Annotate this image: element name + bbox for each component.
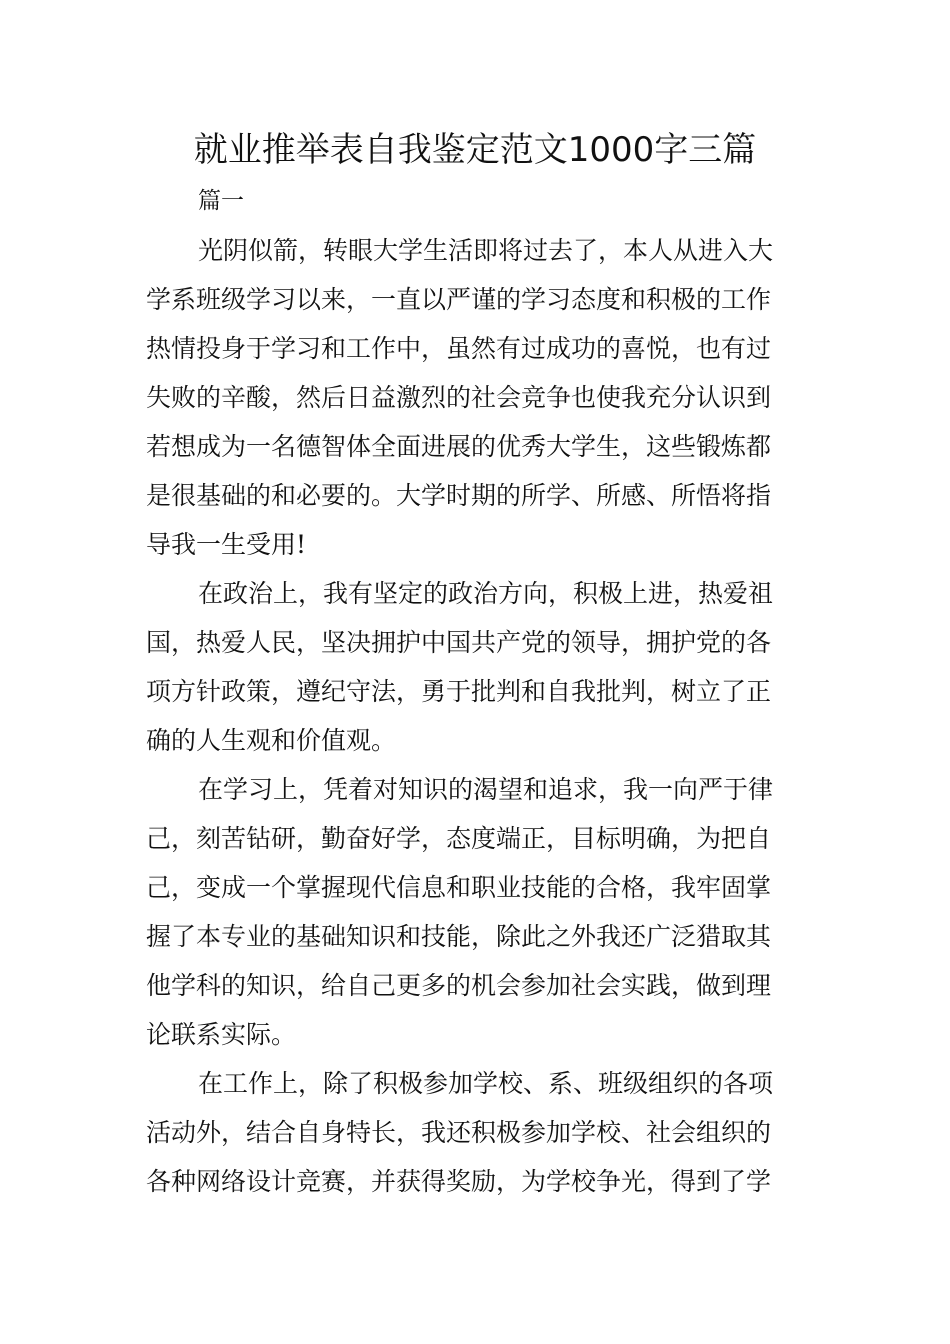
text-line: 己，变成一个掌握现代信息和职业技能的合格，我牢固掌	[146, 873, 772, 902]
text-line: 国，热爱人民，坚决拥护中国共产党的领导，拥护党的各	[146, 628, 772, 657]
text-line: 若想成为一名德智体全面进展的优秀大学生，这些锻炼都	[146, 432, 772, 461]
text-line: 学系班级学习以来，一直以严谨的学习态度和积极的工作	[146, 285, 772, 314]
paragraph-2	[146, 569, 806, 765]
text-line: 导我一生受用!	[146, 530, 307, 559]
text-line: 他学科的知识，给自己更多的机会参加社会实践，做到理	[146, 971, 772, 1000]
text-line: 在工作上，除了积极参加学校、系、班级组织的各项	[198, 1069, 774, 1098]
paragraph-1	[146, 226, 806, 569]
text-line: 光阴似箭，转眼大学生活即将过去了，本人从进入大	[198, 236, 774, 265]
text-line: 是很基础的和必要的。大学时期的所学、所感、所悟将指	[146, 481, 772, 510]
text-line: 在学习上，凭着对知识的渴望和追求，我一向严于律	[198, 775, 774, 804]
text-line: 热情投身于学习和工作中，虽然有过成功的喜悦，也有过	[146, 334, 772, 363]
paragraph-4	[146, 1059, 806, 1206]
text-line: 项方针政策，遵纪守法，勇于批判和自我批判，树立了正	[146, 677, 772, 706]
document-body	[146, 226, 806, 1206]
text-line: 失败的辛酸，然后日益激烈的社会竞争也使我充分认识到	[146, 383, 772, 412]
text-line: 握了本专业的基础知识和技能，除此之外我还广泛猎取其	[146, 922, 772, 951]
text-line: 活动外，结合自身特长，我还积极参加学校、社会组织的	[146, 1118, 772, 1147]
document-title: 就业推举表自我鉴定范文1000字三篇	[193, 130, 757, 170]
paragraph-3	[146, 765, 806, 1059]
text-line: 各种网络设计竞赛，并获得奖励，为学校争光，得到了学	[146, 1167, 772, 1196]
text-line: 确的人生观和价值观。	[146, 726, 397, 755]
text-line: 己，刻苦钻研，勤奋好学，态度端正，目标明确，为把自	[146, 824, 772, 853]
section-label: 篇一	[198, 188, 244, 214]
text-line: 论联系实际。	[146, 1020, 297, 1049]
text-line: 在政治上，我有坚定的政治方向，积极上进，热爱祖	[198, 579, 774, 608]
